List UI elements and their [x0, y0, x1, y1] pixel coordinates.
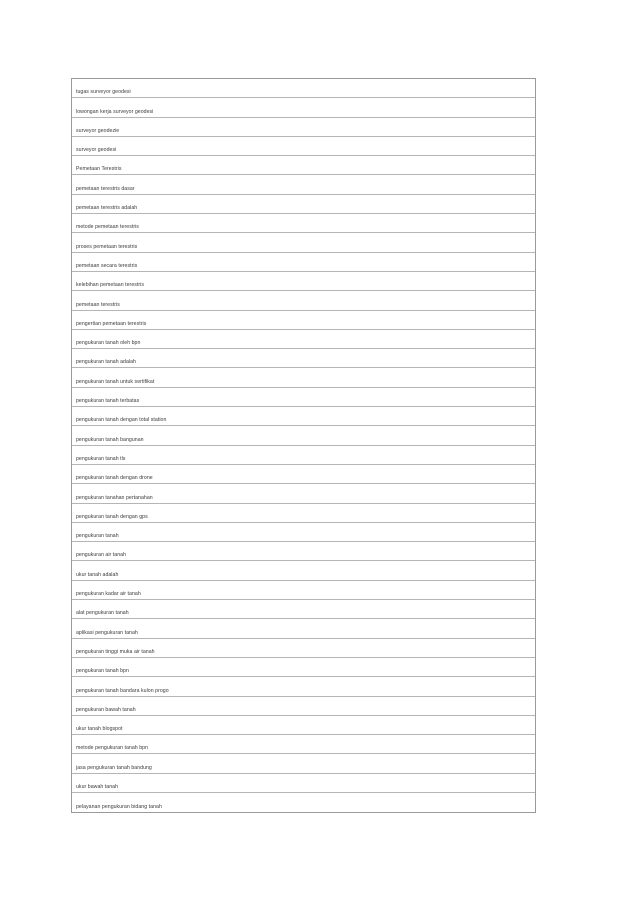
table-row	[72, 407, 535, 426]
table-row	[72, 619, 535, 638]
table-row	[72, 793, 535, 812]
keyword-cell: pengertian pemetaan terestris	[76, 320, 147, 327]
keyword-cell: pengukuran tanah dengan gps	[76, 513, 148, 520]
table-row	[72, 658, 535, 677]
table-row	[72, 272, 535, 291]
keyword-cell: kelebihan pemetaan terestris	[76, 282, 145, 289]
keyword-cell: jasa pengukuran tanah bandung	[76, 764, 152, 771]
table-row	[72, 735, 535, 754]
table-row	[72, 118, 535, 137]
keyword-cell: pengukuran tanah dengan total station	[76, 417, 167, 424]
keyword-cell: pemetaan terestris	[76, 301, 120, 308]
keyword-cell: pengukuran tanah adalah	[76, 359, 136, 366]
table-row	[72, 426, 535, 445]
table-row	[72, 446, 535, 465]
table-row	[72, 311, 535, 330]
keyword-cell: pengukuran tanah bpn	[76, 668, 129, 675]
keyword-cell: ukur bawah tanah	[76, 783, 119, 790]
table-row	[72, 697, 535, 716]
keyword-cell: pengukuran tanahan pertanahan	[76, 494, 153, 501]
table-row	[72, 504, 535, 523]
table-row	[72, 388, 535, 407]
keyword-cell: pengukuran bawah tanah	[76, 706, 136, 713]
keyword-cell: pengukuran tanah tls	[76, 455, 126, 462]
table-row	[72, 581, 535, 600]
table-row	[72, 214, 535, 233]
keyword-cell: pengukuran tanah oleh bpn	[76, 340, 141, 347]
keyword-cell: Pemetaan Terestris	[76, 166, 122, 173]
table-row	[72, 465, 535, 484]
table-row	[72, 754, 535, 773]
keyword-cell: pemetaan terestris dasar	[76, 185, 135, 192]
table-row	[72, 349, 535, 368]
keyword-cell: ukur tanah adalah	[76, 571, 119, 578]
keyword-cell: surveyor geodesi	[76, 147, 117, 154]
keyword-cell: pengukuran tinggi muka air tanah	[76, 648, 155, 655]
keyword-table	[71, 78, 536, 813]
table-row	[72, 253, 535, 272]
table-row	[72, 716, 535, 735]
table-row	[72, 561, 535, 580]
keyword-cell: alat pengukuran tanah	[76, 610, 129, 617]
table-row	[72, 175, 535, 194]
keyword-cell: aplikasi pengukuran tanah	[76, 629, 138, 636]
keyword-cell: lowongan kerja surveyor geodesi	[76, 108, 154, 115]
table-row	[72, 774, 535, 793]
table-row	[72, 233, 535, 252]
keyword-cell: pengukuran kadar air tanah	[76, 591, 141, 598]
keyword-cell: ukur tanah blogspot	[76, 726, 123, 733]
table-row	[72, 542, 535, 561]
table-row	[72, 600, 535, 619]
keyword-cell: pemetaan secara terestris	[76, 262, 138, 269]
keyword-cell: surveyor geodezie	[76, 127, 120, 134]
keyword-cell: metode pengukuran tanah bpn	[76, 745, 149, 752]
table-row	[72, 79, 535, 98]
keyword-cell: metode pemetaan terestris	[76, 224, 139, 231]
keyword-cell: pelayanan pengukuran bidang tanah	[76, 804, 162, 811]
keyword-cell: pengukuran tanah bangunan	[76, 436, 144, 443]
table-row	[72, 195, 535, 214]
table-row	[72, 98, 535, 117]
table-row	[72, 368, 535, 387]
keyword-cell: tugas surveyor geodesi	[76, 89, 131, 96]
keyword-cell: proses pemetaan terestris	[76, 243, 138, 250]
table-row	[72, 137, 535, 156]
keyword-cell: pengukuran tanah untuk sertifikat	[76, 378, 155, 385]
table-row	[72, 484, 535, 503]
table-row	[72, 677, 535, 696]
keyword-cell: pemetaan terestris adalah	[76, 205, 138, 212]
table-row	[72, 523, 535, 542]
table-row	[72, 291, 535, 310]
table-row	[72, 639, 535, 658]
keyword-cell: pengukuran air tanah	[76, 552, 127, 559]
table-row	[72, 156, 535, 175]
keyword-cell: pengukuran tanah terbatas	[76, 398, 140, 405]
keyword-cell: pengukuran tanah dengan drone	[76, 475, 153, 482]
table-row	[72, 330, 535, 349]
keyword-cell: pengukuran tanah bandara kulon progo	[76, 687, 169, 694]
keyword-cell: pengukuran tanah	[76, 533, 119, 540]
